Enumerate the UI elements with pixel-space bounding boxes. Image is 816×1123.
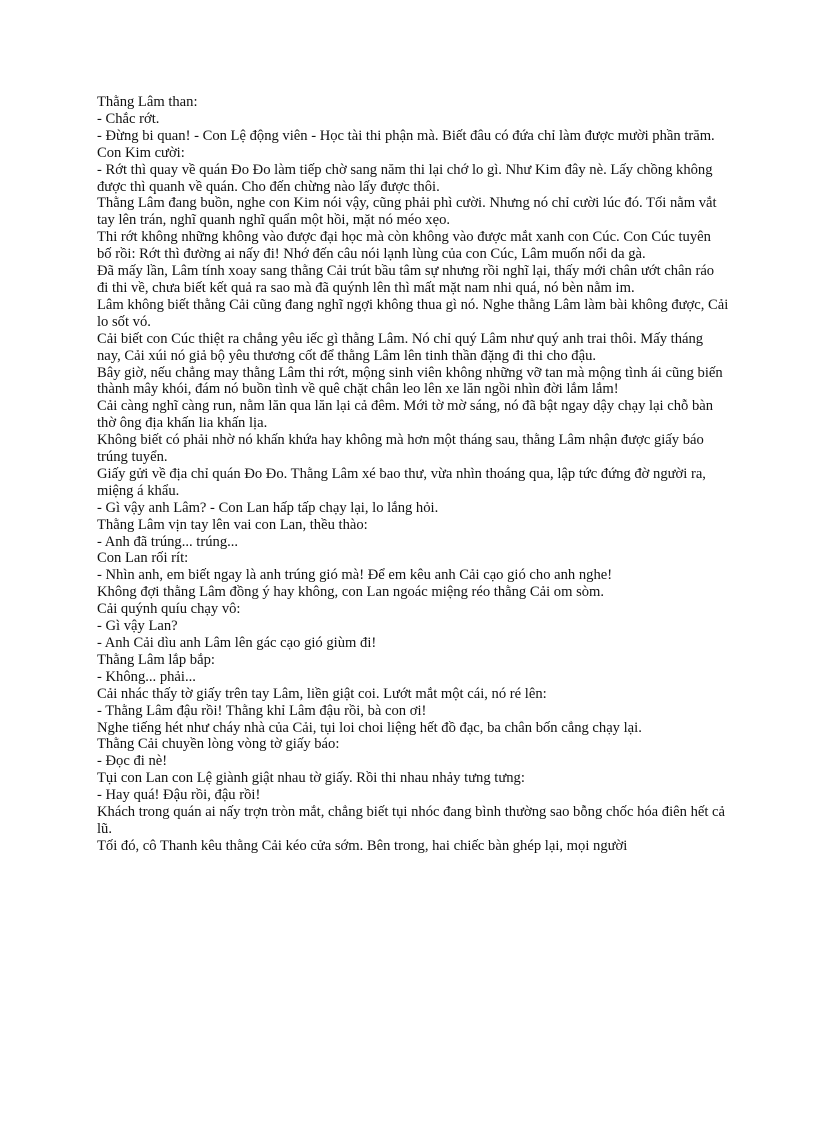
paragraph: - Đọc đi nè!: [97, 753, 168, 770]
paragraph: - Thằng Lâm đậu rồi! Thằng khỉ Lâm đậu rồi, bà con ơi!: [97, 702, 427, 719]
paragraph: Thằng Lâm lắp bắp:: [97, 651, 215, 668]
paragraph: Khách trong quán ai nấy trợn tròn mắt, chẳng biết tụi nhóc đang bình thường sao bỗng chốc hóa điên hết cả lũ.: [97, 804, 726, 837]
paragraph: - Anh đã trúng... trúng...: [97, 533, 239, 550]
paragraph: - Rớt thì quay về quán Đo Đo làm tiếp chờ sang năm thi lại chớ lo gì. Như Kim đây nè. Lấy chồng không được thì quanh về quán. Cho đến chừng nào lấy được thôi.: [97, 161, 713, 195]
paragraph: Cải quýnh quíu chạy vô:: [97, 601, 241, 618]
paragraph: Thằng Cải chuyền lòng vòng tờ giấy báo:: [97, 736, 340, 753]
paragraph: Không biết có phải nhờ nó khấn khứa hay không mà hơn một tháng sau, thằng Lâm nhận được giấy báo trúng tuyển.: [97, 432, 704, 466]
paragraph: - Gì vậy Lan?: [97, 618, 178, 635]
paragraph: - Không... phải...: [97, 668, 196, 685]
paragraph: Giấy gửi về địa chỉ quán Đo Đo. Thằng Lâm xé bao thư, vừa nhìn thoáng qua, lập tức đứng đờ người ra, miệng á khẩu.: [97, 465, 706, 499]
paragraph: Bây giờ, nếu chẳng may thằng Lâm thi rớt, mộng sinh viên không những vỡ tan mà mộng tình ái cũng biến thành mây khói, đám nó buồn tình về quê chặt chân leo lên xe lăn ngồi nhìn đời lắm lắm!: [97, 364, 723, 398]
paragraph: Đã mấy lần, Lâm tính xoay sang thằng Cải trút bầu tâm sự nhưng rồi nghĩ lại, thấy mới chân ướt chân ráo đi thi về, chưa biết kết quả ra sao mà đã quýnh lên thì mất mặt nam nhi quá, nó bèn nằm im.: [97, 263, 715, 296]
paragraph: Tụi con Lan con Lệ giành giật nhau tờ giấy. Rồi thi nhau nhảy tưng tưng:: [97, 770, 525, 787]
document-page: [97, 94, 729, 855]
paragraph: Cải nhác thấy tờ giấy trên tay Lâm, liền giật coi. Lướt mắt một cái, nó ré lên:: [97, 685, 547, 702]
paragraph: Không đợi thằng Lâm đồng ý hay không, con Lan ngoác miệng réo thằng Cải om sòm.: [97, 584, 605, 601]
paragraph: Thằng Lâm đang buồn, nghe con Kim nói vậy, cũng phải phì cười. Nhưng nó chỉ cười lúc đó. Tối nằm vắt tay lên trán, nghĩ quanh nghĩ quẩn một hồi, mặt nó méo xẹo.: [97, 195, 717, 229]
paragraph: Thằng Lâm than:: [97, 94, 198, 110]
paragraph: - Đừng bi quan! - Con Lệ động viên - Học tài thi phận mà. Biết đâu có đứa chỉ làm được mười phần trăm.: [97, 127, 715, 144]
paragraph: Cải biết con Cúc thiệt ra chẳng yêu iếc gì thằng Lâm. Nó chỉ quý Lâm như quý anh trai thôi. Mấy tháng nay, Cải xúi nó giả bộ yêu thương cốt để thằng Lâm lên tinh thần đặng đi thi cho đậu.: [97, 330, 704, 364]
paragraph: Lâm không biết thằng Cải cũng đang nghĩ ngợi không thua gì nó. Nghe thằng Lâm làm bài không được, Cải lo sốt vó.: [97, 296, 729, 330]
paragraph: Con Lan rối rít:: [97, 550, 189, 567]
paragraph: - Hay quá! Đậu rồi, đậu rồi!: [97, 787, 261, 804]
paragraph: Thi rớt không những không vào được đại học mà còn không vào được mắt xanh con Cúc. Con Cúc tuyên bố rồi: Rớt thì đường ai nấy đi! Nhớ đến câu nói lạnh lùng của con Cúc, Lâm muốn nổi da gà.: [97, 229, 711, 263]
paragraph: Nghe tiếng hét như cháy nhà của Cải, tụi loi choi liệng hết đồ đạc, ba chân bốn cẳng chạy lại.: [97, 719, 642, 736]
paragraph: - Nhìn anh, em biết ngay là anh trúng gió mà! Để em kêu anh Cải cạo gió cho anh nghe!: [97, 567, 613, 584]
paragraph: Thằng Lâm vịn tay lên vai con Lan, thều thào:: [97, 516, 368, 533]
paragraph: Con Kim cười:: [97, 144, 185, 161]
paragraph: - Chắc rớt.: [97, 110, 160, 127]
paragraph: - Gì vậy anh Lâm? - Con Lan hấp tấp chạy lại, lo lắng hỏi.: [97, 499, 439, 516]
paragraph: - Anh Cải dìu anh Lâm lên gác cạo gió giùm đi!: [97, 635, 377, 651]
paragraph: Cải càng nghĩ càng run, nằm lăn qua lăn lại cả đêm. Mới tờ mờ sáng, nó đã bật ngay dậy chạy lại chỗ bàn thờ ông địa khấn lia khấn lịa.: [97, 398, 714, 432]
paragraph: Tối đó, cô Thanh kêu thằng Cải kéo cửa sớm. Bên trong, hai chiếc bàn ghép lại, mọi người: [97, 837, 628, 854]
